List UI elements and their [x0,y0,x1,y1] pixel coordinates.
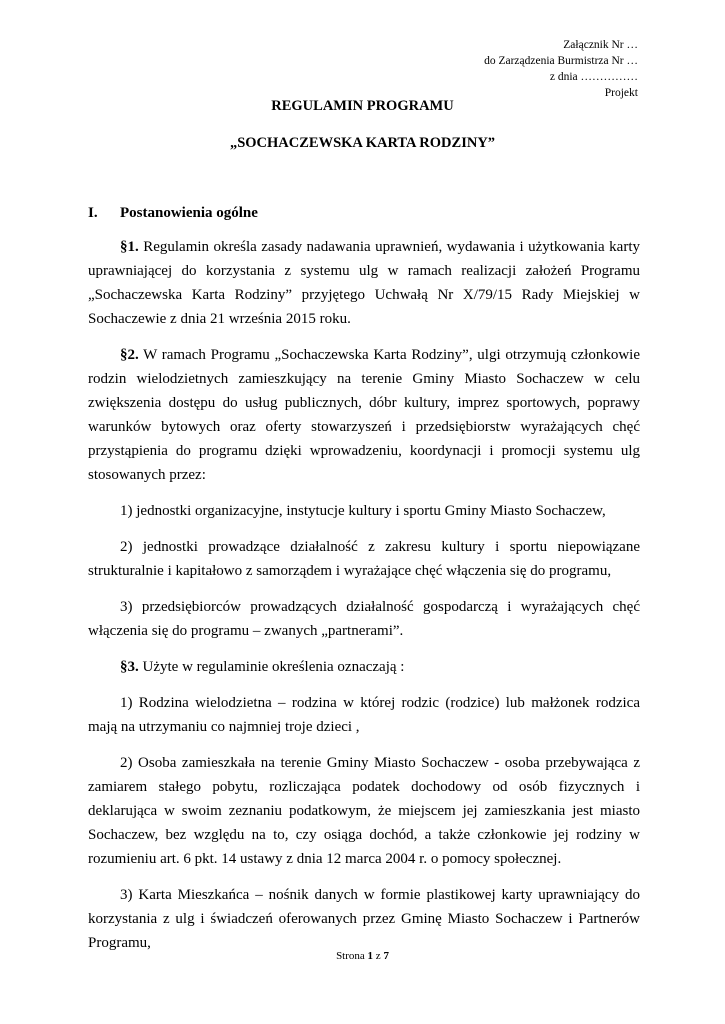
attachment-line-1: Załącznik Nr … [563,39,638,51]
section-number: I. [88,205,98,221]
footer-prefix: Strona [336,950,368,962]
section-title: Postanowienia ogólne [120,205,258,221]
paragraph-3-item-3: 3) Karta Mieszkańca – nośnik danych w formie plastikowej karty uprawniający do korzystania z ulg i świadczeń oferowanych przez Gminę Miasto Sochaczew i Partnerów Programu, [88,887,640,951]
attachment-note [484,37,638,101]
attachment-line-3: z dnia …………… [549,71,638,83]
document-title: REGULAMIN PROGRAMU [271,98,454,114]
paragraph-2-item-2: 2) jednostki prowadzące działalność z zakresu kultury i sportu niepowiązane strukturalnie i kapitałowo z samorządem i wyrażające chęć włączenia się do programu, [88,539,640,579]
attachment-line-2: do Zarządzenia Burmistrza Nr … [484,55,638,67]
paragraph-3-item-2: 2) Osoba zamieszkała na terenie Gminy Miasto Sochaczew - osoba przebywająca z zamiarem stałego pobytu, rozliczająca podatek dochodowy od osób fizycznych i deklarująca w swoim zeznaniu podatkowym, że miejscem jej zamieszkania jest miasto Sochaczew, bez względu na to, czy osiąga dochód, a także członkowie jej rodziny w rozumieniu art. 6 pkt. 14 ustawy z dnia 12 marca 2004 r. o pomocy społecznej. [88,755,640,867]
footer-page-number: 1 [367,950,374,962]
document-subtitle: „SOCHACZEWSKA KARTA RODZINY” [229,135,496,151]
paragraph-2-item-3: 3) przedsiębiorców prowadzących działalność gospodarczą i wyrażających chęć włączenia się do programu – zwanych „partnerami”. [88,599,640,639]
paragraph-2-label: §2. [120,347,139,363]
footer-page-total: 7 [383,950,389,962]
paragraph-1-label: §1. [120,239,139,255]
paragraph-1 [88,235,640,331]
paragraph-2-text: W ramach Programu „Sochaczewska Karta Rodziny”, ulgi otrzymują członkowie rodzin wielodzietnych zamieszkujący na terenie Gminy Miasto Sochaczew w celu zwiększenia dostępu do usług publicznych, dóbr kultury, imprez sportowych, poprawy warunków bytowych oraz oferty stowarzyszeń i przedsiębiorstw wyrażających chęć przystąpienia do programu dzięki wprowadzeniu, koordynacji i promocji systemu ulg stosowanych przez: [88,347,640,483]
document-body [88,201,640,967]
paragraph-3 [88,655,640,679]
paragraph-3-label: §3. [120,659,139,675]
page-footer [0,950,725,962]
footer-separator: z [373,950,384,962]
paragraph-3-item-1: 1) Rodzina wielodzietna – rodzina w której rodzic (rodzice) lub małżonek rodzica mają na utrzymaniu co najmniej troje dzieci , [88,695,640,735]
paragraph-3-text: Użyte w regulaminie określenia oznaczają : [138,659,405,675]
section-heading [88,201,640,225]
paragraph-2-item-1: 1) jednostki organizacyjne, instytucje kultury i sportu Gminy Miasto Sochaczew, [120,503,606,519]
paragraph-1-text: Regulamin określa zasady nadawania uprawnień, wydawania i użytkowania karty uprawniającej do korzystania z systemu ulg w ramach realizacji założeń Programu „Sochaczewska Karta Rodziny” przyjętego Uchwałą Nr X/79/15 Rady Miejskiej w Sochaczewie z dnia 21 września 2015 roku. [88,239,640,327]
paragraph-2 [88,343,640,487]
attachment-line-4: Projekt [604,87,638,99]
